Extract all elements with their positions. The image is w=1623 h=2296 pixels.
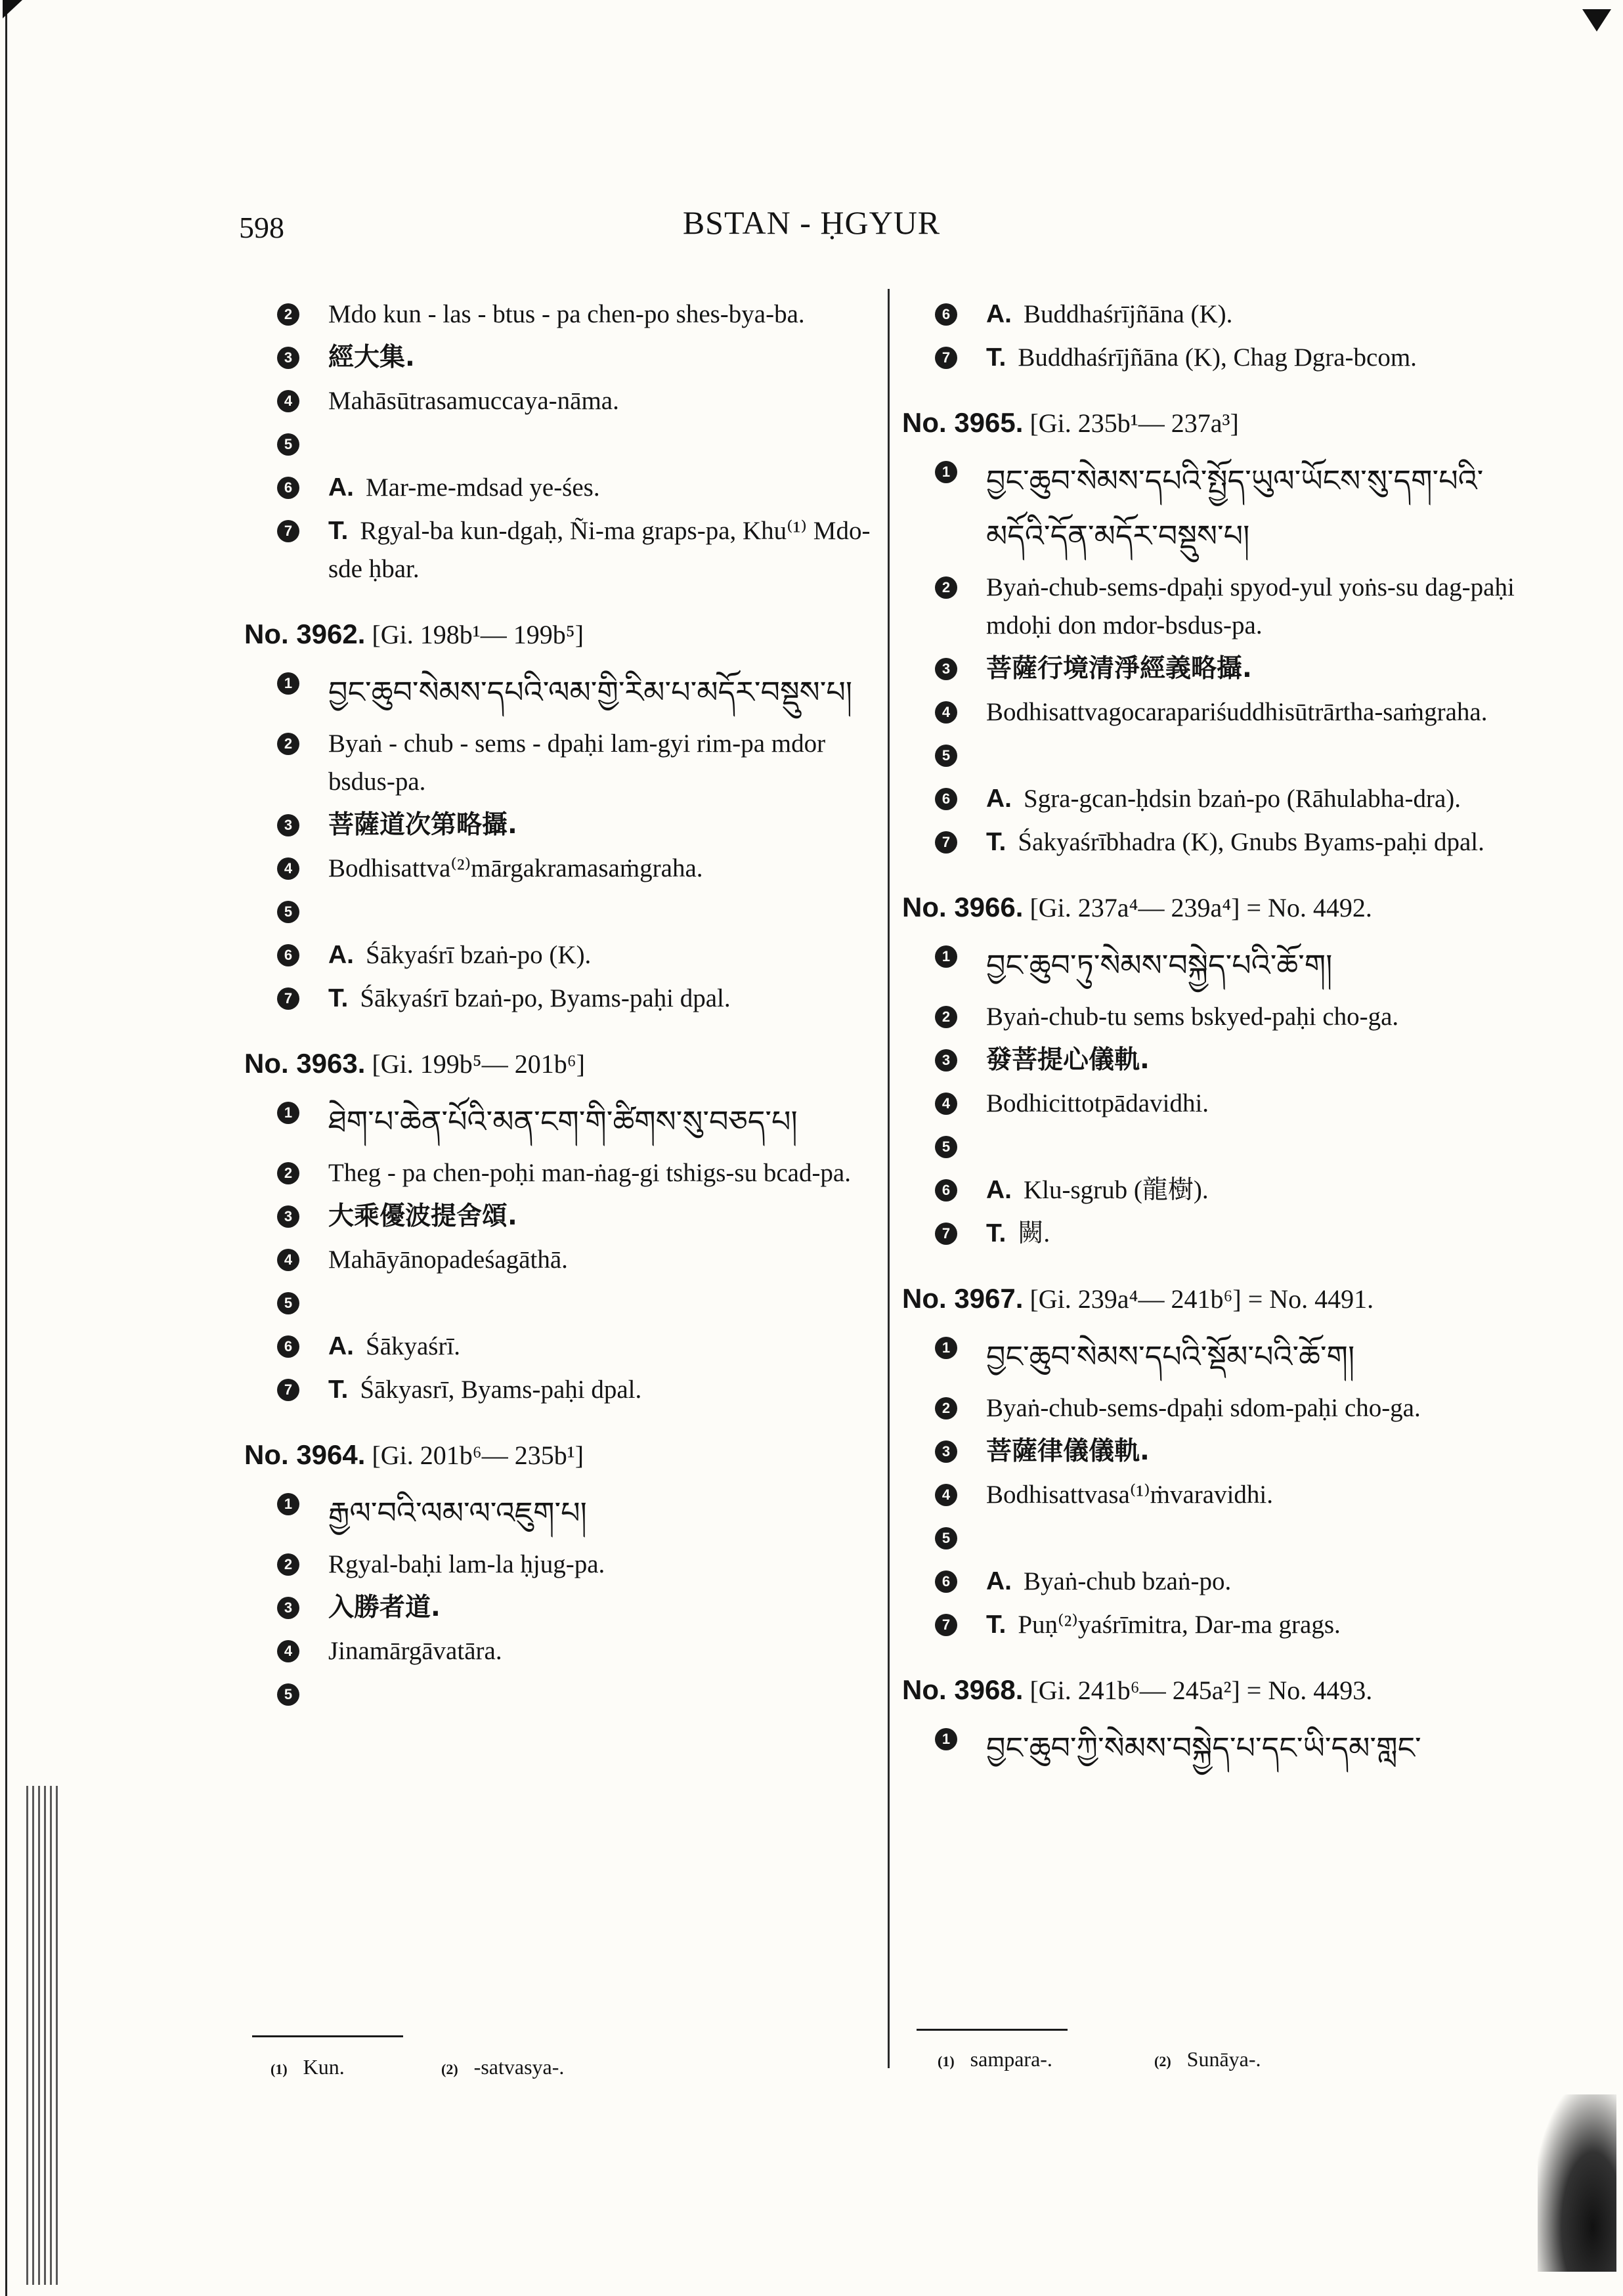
name-text: Śākyasrī, Byams-paḥi dpal. — [360, 1375, 642, 1404]
entry-item — [244, 936, 875, 974]
role-label: T. — [986, 1219, 1006, 1247]
entry-item — [902, 1389, 1546, 1427]
catalogue-entry — [244, 1048, 875, 1409]
entry-item — [902, 295, 1546, 334]
footnote-rule-left — [252, 2035, 403, 2037]
circled-number-icon: 1 — [935, 945, 957, 968]
tibetan-title: བྱང་ཆུབ་སེམས་དཔའི་ལམ་གྱི་རིམ་པ་མདོར་བསྡུས་པ། — [328, 674, 853, 710]
entry-item — [902, 693, 1546, 731]
entry-item — [902, 1171, 1546, 1209]
entry-reference: [Gi. 241b⁶— 245a²] = No. 4493. — [1029, 1676, 1373, 1705]
entry-item-text — [328, 425, 875, 464]
entry-item-text — [986, 1519, 1546, 1557]
circled-number-icon: 1 — [935, 1337, 957, 1359]
circled-number-icon: 5 — [277, 1683, 299, 1706]
entry-item — [244, 512, 875, 588]
circled-number-icon: 3 — [277, 1205, 299, 1228]
entry-item — [902, 737, 1546, 775]
footnote-text: -satvasya-. — [473, 2055, 565, 2079]
circled-number-icon: 7 — [935, 347, 957, 369]
role-label: A. — [986, 1567, 1012, 1595]
entry-item — [902, 938, 1546, 993]
entry-number: No. 3963. — [244, 1048, 366, 1079]
name-text: Buddhaśrījñāna (K), Chag Dgra-bcom. — [1018, 343, 1417, 372]
name-text: Rgyal-ba kun-dgaḥ, Ñi-ma graps-pa, Khu⁽¹⁾ Mdo-sde ḥbar. — [328, 517, 871, 583]
circled-number-icon: 1 — [935, 1728, 957, 1750]
circled-number-icon: 5 — [277, 1292, 299, 1314]
footnote-left-2 — [441, 2055, 564, 2079]
entry-item — [902, 650, 1546, 688]
entry-item — [902, 1128, 1546, 1166]
entry-item-text — [986, 1215, 1546, 1253]
entry-item-text: Theg - pa chen-poḥi man-ṅag-gi tshigs-su bcad-pa. — [328, 1159, 851, 1187]
circled-number-icon: 2 — [935, 576, 957, 599]
circled-number-icon: 4 — [935, 701, 957, 724]
entry-item-text — [328, 1371, 875, 1409]
entry-item-text: Bodhicittotpādavidhi. — [986, 1089, 1209, 1117]
entry-item — [902, 780, 1546, 818]
entry-item — [902, 1519, 1546, 1557]
circled-number-icon: 5 — [935, 1527, 957, 1549]
name-text: Buddhaśrījñāna (K). — [1024, 300, 1233, 328]
entry-item — [244, 1094, 875, 1149]
entry-item — [244, 295, 875, 334]
entry-item — [244, 893, 875, 931]
circled-number-icon: 1 — [277, 672, 299, 695]
entry-item-text: Bodhisattvagocarapariśuddhisūtrārtha-saṁgraha. — [986, 698, 1488, 726]
circled-number-icon: 6 — [935, 1179, 957, 1202]
circled-number-icon: 4 — [277, 1640, 299, 1662]
entry-item-text — [328, 1328, 875, 1366]
circled-number-icon: 2 — [277, 733, 299, 755]
entry-reference: [Gi. 237a⁴— 239a⁴] = No. 4492. — [1029, 893, 1372, 922]
entry-number: No. 3968. — [902, 1674, 1024, 1705]
entry-item-text: Jinamārgāvatāra. — [328, 1637, 502, 1665]
entry-reference: [Gi. 235b¹— 237a³] — [1029, 408, 1239, 438]
page-left-edge — [5, 0, 7, 2296]
entry-item-text: 經大集. — [328, 343, 415, 372]
entry-item-text — [986, 780, 1546, 818]
entry-number: No. 3967. — [902, 1283, 1024, 1314]
entry-heading — [902, 407, 1546, 439]
entry-item — [902, 339, 1546, 377]
running-head: BSTAN - ḤGYUR — [682, 204, 941, 241]
entry-heading — [244, 618, 875, 650]
entry-item — [244, 980, 875, 1018]
entry-item — [244, 469, 875, 507]
entry-item — [244, 725, 875, 801]
footnote-text: Sunāya-. — [1186, 2047, 1261, 2071]
entry-item — [244, 1241, 875, 1279]
entry-item-text — [328, 469, 875, 507]
entry-item — [902, 1041, 1546, 1079]
circled-number-icon: 7 — [277, 987, 299, 1010]
entry-item-text: 菩薩律儀儀軌. — [986, 1437, 1150, 1466]
catalogue-entry — [902, 1674, 1546, 1775]
circled-number-icon: 3 — [277, 1597, 299, 1619]
entry-item-text: 大乘優波提舍頌. — [328, 1202, 517, 1231]
entry-item — [902, 1563, 1546, 1601]
entry-item — [244, 1284, 875, 1322]
entry-item-text — [986, 1563, 1546, 1601]
circled-number-icon: 6 — [277, 1335, 299, 1358]
circled-number-icon: 5 — [935, 745, 957, 767]
column-divider — [888, 289, 890, 2068]
continued-entry — [902, 295, 1546, 377]
entry-item — [244, 1154, 875, 1192]
circled-number-icon: 7 — [935, 1223, 957, 1245]
entry-item-text: Bodhisattvasa⁽¹⁾ṁvaravidhi. — [986, 1481, 1274, 1509]
entry-item-text — [328, 893, 875, 931]
entry-item-text: Byaṅ - chub - sems - dpaḥi lam-gyi rim-pa mdor bsdus-pa. — [328, 729, 826, 796]
entry-item-text — [328, 936, 875, 974]
tibetan-title: རྒྱལ་བའི་ལམ་ལ་འཇུག་པ། — [328, 1495, 587, 1530]
entry-item-text: Byaṅ-chub-tu sems bskyed-paḥi cho-ga. — [986, 1003, 1399, 1031]
circled-number-icon: 5 — [277, 433, 299, 456]
entry-item-text: Bodhisattva⁽²⁾mārgakramasaṁgraha. — [328, 854, 703, 882]
entry-item-text — [328, 512, 875, 588]
page-number: 598 — [239, 211, 284, 244]
entry-item-text: Mahāsūtrasamuccaya-nāma. — [328, 387, 619, 415]
entry-item-text — [328, 1676, 875, 1714]
role-label: A. — [986, 785, 1012, 813]
entry-item-text — [986, 1171, 1546, 1209]
circled-number-icon: 4 — [277, 390, 299, 412]
role-label: T. — [986, 343, 1006, 372]
circled-number-icon: 2 — [935, 1006, 957, 1028]
catalogue-entry — [244, 1439, 875, 1714]
entry-item — [902, 1476, 1546, 1514]
entry-item — [244, 425, 875, 464]
entry-item — [902, 569, 1546, 645]
circled-number-icon: 7 — [935, 831, 957, 854]
footnote-rule-right — [917, 2029, 1068, 2031]
entry-item — [244, 1198, 875, 1236]
role-label: A. — [328, 941, 354, 969]
circled-number-icon: 4 — [935, 1484, 957, 1506]
tibetan-title: བྱང་ཆུབ་སེམས་དཔའི་སྤྱོད་ཡུལ་ཡོངས་སུ་དག་པའི་མདོའི་དོན་མདོར་བསྡུས་པ། — [986, 463, 1484, 553]
entry-heading — [244, 1048, 875, 1079]
entry-number: No. 3964. — [244, 1439, 366, 1470]
corner-mark-left-icon — [3, 0, 22, 18]
role-label: T. — [328, 984, 349, 1012]
role-label: T. — [328, 1375, 349, 1404]
circled-number-icon: 7 — [277, 520, 299, 542]
name-text: Śākyaśrī bzaṅ-po (K). — [366, 941, 592, 969]
entry-item — [244, 1485, 875, 1540]
entry-item-text: Byaṅ-chub-sems-dpaḥi spyod-yul yoṅs-su dag-paḥi mdoḥi don mdor-bsdus-pa. — [986, 573, 1515, 639]
entry-item-text — [986, 1606, 1546, 1644]
circled-number-icon: 3 — [277, 347, 299, 369]
circled-number-icon: 4 — [277, 1249, 299, 1271]
circled-number-icon: 1 — [935, 461, 957, 483]
entry-item — [244, 806, 875, 844]
circled-number-icon: 6 — [277, 477, 299, 499]
entry-heading — [902, 1283, 1546, 1314]
circled-number-icon: 6 — [935, 788, 957, 810]
entry-item — [244, 1328, 875, 1366]
name-text: Śākyaśrī bzaṅ-po, Byams-paḥi dpal. — [360, 984, 731, 1012]
right-column — [902, 295, 1546, 1806]
entry-reference: [Gi. 198b¹— 199b⁵] — [372, 620, 584, 649]
entry-item-text: Rgyal-baḥi lam-la ḥjug-pa. — [328, 1550, 605, 1578]
entry-item-text: 菩薩行境清淨經義略攝. — [986, 654, 1252, 683]
footnote-mark: (2) — [1154, 2053, 1171, 2069]
entry-item-text — [986, 339, 1546, 377]
footnote-mark: (1) — [938, 2053, 955, 2069]
circled-number-icon: 7 — [277, 1379, 299, 1401]
circled-number-icon: 4 — [277, 857, 299, 880]
name-text: Śakyaśrībhadra (K), Gnubs Byams-paḥi dpal. — [1018, 828, 1484, 856]
role-label: A. — [328, 1332, 354, 1360]
entry-item — [244, 1632, 875, 1670]
tibetan-title: བྱང་ཆུབ་ཏུ་སེམས་བསྐྱེད་པའི་ཆོ་ག། — [986, 947, 1333, 983]
tibetan-title: བྱང་ཆུབ་ཀྱི་སེམས་བསྐྱེད་པ་དང་ཡི་དམ་གླང་ — [986, 1730, 1421, 1765]
tibetan-title: ཐེག་པ་ཆེན་པོའི་མན་ངག་གི་ཚིགས་སུ་བཅད་པ། — [328, 1104, 798, 1139]
footnote-right-2 — [1154, 2047, 1261, 2071]
entry-item-text — [986, 823, 1546, 861]
circled-number-icon: 7 — [935, 1614, 957, 1636]
circled-number-icon: 6 — [277, 944, 299, 966]
entry-number: No. 3962. — [244, 618, 366, 649]
entry-item-text — [328, 980, 875, 1018]
entry-heading — [902, 1674, 1546, 1706]
entry-heading — [244, 1439, 875, 1471]
name-text: Śākyaśrī. — [366, 1332, 461, 1360]
catalogue-entry — [902, 892, 1546, 1253]
entry-item — [902, 1433, 1546, 1471]
entry-item-text: Mdo kun - las - btus - pa chen-po shes-bya-ba. — [328, 300, 805, 328]
entry-item — [244, 1676, 875, 1714]
circled-number-icon: 2 — [935, 1397, 957, 1419]
circled-number-icon: 2 — [277, 1553, 299, 1576]
circled-number-icon: 3 — [935, 658, 957, 680]
name-text: Klu-sgrub (龍樹). — [1024, 1176, 1209, 1204]
footnote-right-1 — [938, 2047, 1052, 2071]
binding-marks — [26, 1786, 59, 2285]
continued-entry — [244, 295, 875, 588]
entry-item — [902, 453, 1546, 563]
name-text: 闕. — [1018, 1219, 1050, 1247]
entry-item-text — [328, 1284, 875, 1322]
tibetan-title: བྱང་ཆུབ་སེམས་དཔའི་སྡོམ་པའི་ཆོ་ག། — [986, 1339, 1355, 1374]
footnote-text: Kun. — [303, 2055, 345, 2079]
entry-item — [902, 823, 1546, 861]
footnote-mark: (1) — [270, 2061, 288, 2077]
name-text: Sgra-gcan-ḥdsin bzaṅ-po (Rāhulabha-dra). — [1024, 785, 1461, 813]
circled-number-icon: 6 — [935, 303, 957, 326]
entry-item — [244, 850, 875, 888]
catalogue-entry — [902, 1283, 1546, 1644]
entry-reference: [Gi. 199b⁵— 201b⁶] — [372, 1049, 585, 1079]
entry-item — [244, 1546, 875, 1584]
name-text: Mar-me-mdsad ye-śes. — [366, 473, 600, 502]
entry-number: No. 3965. — [902, 407, 1024, 438]
footnote-left-1 — [270, 2055, 345, 2079]
name-text: Puṇ⁽²⁾yaśrīmitra, Dar-ma grags. — [1018, 1611, 1341, 1639]
entry-item-text — [986, 295, 1546, 334]
entry-item — [902, 1720, 1546, 1775]
footnote-mark: (2) — [441, 2061, 458, 2077]
role-label: A. — [328, 473, 354, 502]
entry-item — [244, 1589, 875, 1627]
scan-stain — [1538, 2094, 1616, 2272]
entry-item-text: 入勝者道. — [328, 1593, 441, 1622]
entry-item — [244, 339, 875, 377]
name-text: Byaṅ-chub bzaṅ-po. — [1024, 1567, 1232, 1595]
entry-reference: [Gi. 201b⁶— 235b¹] — [372, 1440, 584, 1470]
entry-item-text — [986, 737, 1546, 775]
entry-heading — [902, 892, 1546, 923]
circled-number-icon: 5 — [935, 1136, 957, 1158]
circled-number-icon: 6 — [935, 1570, 957, 1593]
entry-item-text: 發菩提心儀軌. — [986, 1045, 1150, 1075]
catalogue-entry — [902, 407, 1546, 861]
entry-item — [902, 1329, 1546, 1384]
left-column — [244, 295, 875, 1744]
entry-number: No. 3966. — [902, 892, 1024, 922]
role-label: T. — [986, 1611, 1006, 1639]
role-label: T. — [328, 517, 349, 545]
role-label: T. — [986, 828, 1006, 856]
circled-number-icon: 1 — [277, 1102, 299, 1124]
entry-item — [902, 1085, 1546, 1123]
entry-item-text — [986, 1128, 1546, 1166]
circled-number-icon: 3 — [935, 1049, 957, 1072]
corner-mark-right-icon — [1582, 9, 1611, 32]
entry-item — [244, 382, 875, 420]
entry-item-text: Byaṅ-chub-sems-dpaḥi sdom-paḥi cho-ga. — [986, 1394, 1421, 1422]
entry-item — [244, 1371, 875, 1409]
entry-reference: [Gi. 239a⁴— 241b⁶] = No. 4491. — [1029, 1284, 1374, 1314]
circled-number-icon: 3 — [935, 1440, 957, 1463]
role-label: A. — [986, 300, 1012, 328]
circled-number-icon: 5 — [277, 901, 299, 923]
entry-item — [902, 1215, 1546, 1253]
entry-item-text: 菩薩道次第略攝. — [328, 810, 517, 840]
footnote-text: sampara-. — [970, 2047, 1052, 2071]
role-label: A. — [986, 1176, 1012, 1204]
circled-number-icon: 4 — [935, 1093, 957, 1115]
circled-number-icon: 2 — [277, 1162, 299, 1184]
catalogue-entry — [244, 618, 875, 1018]
circled-number-icon: 3 — [277, 814, 299, 836]
entry-item-text: Mahāyānopadeśagāthā. — [328, 1245, 568, 1274]
entry-item — [902, 1606, 1546, 1644]
entry-item — [244, 664, 875, 720]
entry-item — [902, 998, 1546, 1036]
circled-number-icon: 1 — [277, 1493, 299, 1515]
circled-number-icon: 2 — [277, 303, 299, 326]
